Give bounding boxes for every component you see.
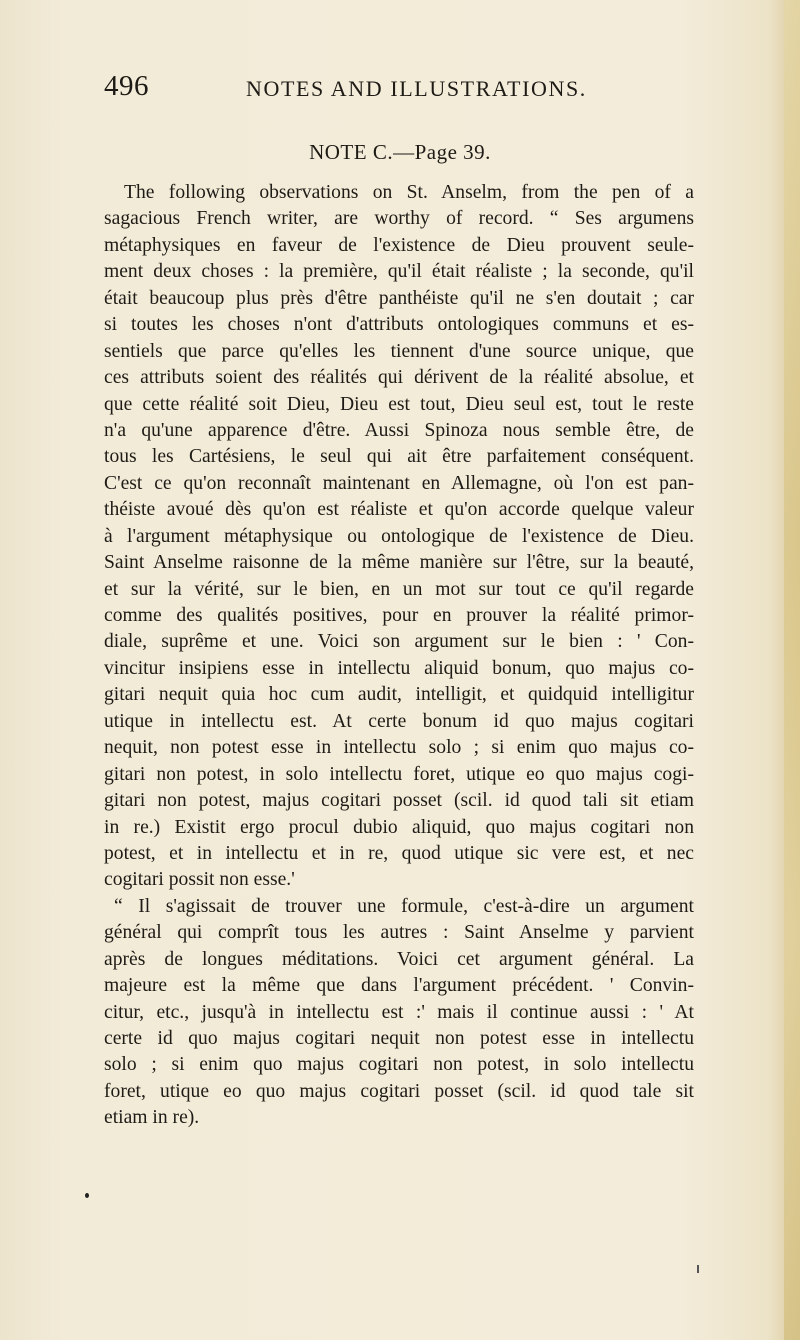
text-line: était beaucoup plus près d'être panthéiste qu'il ne s'en doutait ; car xyxy=(104,287,694,309)
text-line: si toutes les choses n'ont d'attributs ontologiques communs et es- xyxy=(104,314,694,336)
text-line: et sur la vérité, sur le bien, en un mot sur tout ce qu'il regarde xyxy=(104,578,694,600)
text-line: théiste avoué dès qu'on est réaliste et qu'on accorde quelque valeur xyxy=(104,499,694,521)
text-line: Saint Anselme raisonne de la même manière sur l'être, sur la beauté, xyxy=(104,552,694,574)
text-line: in re.) Existit ergo procul dubio aliquid, quo majus cogitari non xyxy=(104,816,694,838)
text-line: majeure est la même que dans l'argument précédent. ' Convin- xyxy=(104,975,694,997)
text-line: que cette réalité soit Dieu, Dieu est tout, Dieu seul est, tout le reste xyxy=(104,393,694,415)
text-line: nequit, non potest esse in intellectu solo ; si enim quo majus co- xyxy=(104,737,694,759)
text-line: gitari non potest, in solo intellectu foret, utique eo quo majus cogi- xyxy=(104,763,694,785)
text-line: ces attributs soient des réalités qui dérivent de la réalité absolue, et xyxy=(104,367,694,389)
text-line: à l'argument métaphysique ou ontologique de l'existence de Dieu. xyxy=(104,525,694,547)
text-line: utique in intellectu est. At certe bonum id quo majus cogitari xyxy=(104,710,694,732)
text-line: tous les Cartésiens, le seul qui ait être parfaitement conséquent. xyxy=(104,446,694,468)
text-line: sentiels que parce qu'elles les tiennent d'une source unique, que xyxy=(104,340,694,362)
text-line: ment deux choses : la première, qu'il était réaliste ; la seconde, qu'il xyxy=(104,261,694,283)
text-line: The following observations on St. Anselm, from the pen of a xyxy=(124,182,694,203)
text-line: diale, suprême et une. Voici son argument sur le bien : ' Con- xyxy=(104,631,694,653)
text-line: etiam in re). xyxy=(104,1107,200,1129)
text-line: général qui comprît tous les autres : Saint Anselme y parvient xyxy=(104,922,694,944)
text-line: après de longues méditations. Voici cet argument général. La xyxy=(104,948,694,970)
text-line: foret, utique eo quo majus cogitari posset (scil. id quod tale sit xyxy=(104,1080,694,1102)
text-line: comme des qualités positives, pour en prouver la réalité primor- xyxy=(104,605,694,626)
text-line: “ Il s'agissait de trouver une formule, c'est-à-dire un argument xyxy=(114,895,694,917)
text-line: gitari nequit quia hoc cum audit, intelligit, et quidquid intelligitur xyxy=(104,684,694,706)
running-title: NOTES AND ILLUSTRATIONS. xyxy=(246,76,587,101)
text-line: vincitur insipiens esse in intellectu aliquid bonum, quo majus co- xyxy=(104,657,694,679)
page-edge xyxy=(784,0,800,1340)
text-line: cogitari possit non esse.' xyxy=(104,869,295,891)
note-body xyxy=(104,180,694,1132)
text-line: gitari non potest, majus cogitari posset (scil. id quod tali sit etiam xyxy=(104,790,694,812)
note-title: NOTE C.—Page 39. xyxy=(309,140,491,164)
text-line: métaphysiques en faveur de l'existence de Dieu prouvent seule- xyxy=(104,234,694,256)
text-line: C'est ce qu'on reconnaît maintenant en Allemagne, où l'on est pan- xyxy=(104,472,694,494)
page-number: 496 xyxy=(104,70,149,102)
text-line: n'a qu'une apparence d'être. Aussi Spinoza nous semble être, de xyxy=(104,419,694,441)
ink-speck xyxy=(85,1193,89,1198)
ink-tick xyxy=(697,1265,699,1273)
text-line: citur, etc., jusqu'à in intellectu est :' mais il continue aussi : ' At xyxy=(104,1001,694,1023)
running-head xyxy=(104,70,704,110)
text-line: certe id quo majus cogitari nequit non potest esse in intellectu xyxy=(104,1028,694,1049)
text-line: sagacious French writer, are worthy of record. “ Ses argumens xyxy=(104,208,694,230)
text-line: potest, et in intellectu et in re, quod utique sic vere est, et nec xyxy=(104,842,694,864)
text-line: solo ; si enim quo majus cogitari non potest, in solo intellectu xyxy=(104,1054,694,1076)
